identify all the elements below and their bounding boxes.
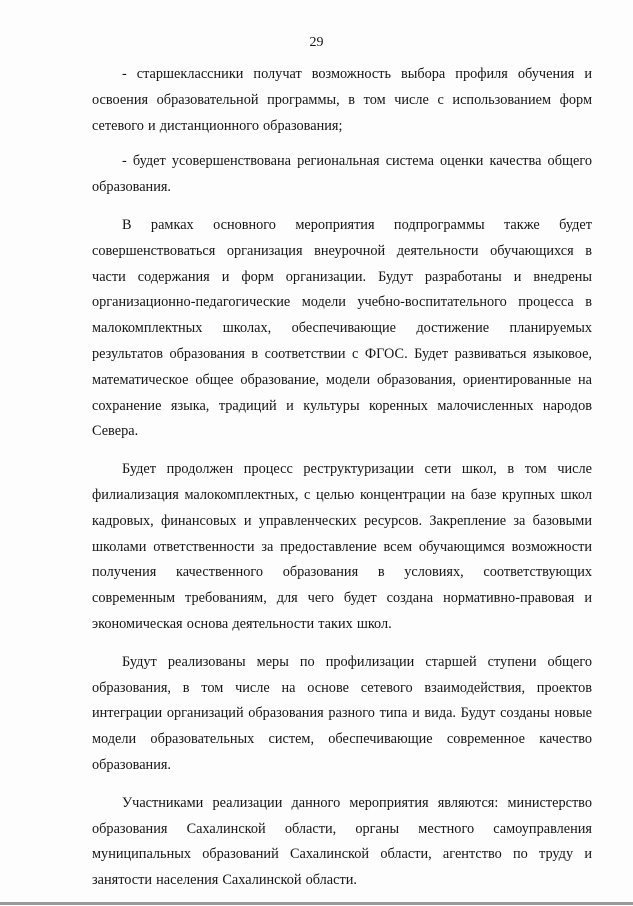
paragraph-profiling: Будут реализованы меры по профилизации старшей ступени общего образования, в том числе на основе сетевого взаимодействия, проектов интеграции организаций образования разного типа и вида. Будут созданы новые модели образовательных систем, обеспечивающие современное качество образования. (92, 653, 592, 773)
page-number: 29 (309, 35, 324, 50)
paragraph-bullet-1: - старшеклассники получат возможность выбора профиля обучения и освоения образовательной программы, в том числе с использованием форм сетевого и дистанционного образования; (92, 66, 592, 134)
paragraph-participants: Участниками реализации данного мероприятия являются: министерство образования Сахалинской области, органы местного самоуправления муниципальных образований Сахалинской области, агентство по труду и занятости населения Сахалинской области. (92, 794, 592, 889)
paragraph-extracurricular: В рамках основного мероприятия подпрограммы также будет совершенствоваться организация внеурочной деятельности обучающихся в части содержания и форм организации. Будут разработаны и внедрены организационно-педагогические модели учебно-воспитательного процесса в малокомплектных школах, обеспечивающие достижение планируемых результатов образования в соответствии с ФГОС. Будет развиваться языковое, математическое общее образование, модели образования, ориентированные на сохранение языка, традиций и культуры коренных малочисленных народов Севера. (92, 216, 592, 440)
paragraph-bullet-2: - будет усовершенствована региональная система оценки качества общего образования. (92, 153, 592, 196)
document-body (92, 62, 592, 906)
paragraph-restructuring: Будет продолжен процесс реструктуризации сети школ, в том числе филиализация малокомплектных, с целью концентрации на базе крупных школ кадровых, финансовых и управленческих ресурсов. Закрепление за базовыми школами ответственности за предоставление всем обучающимся возможности получения качественного образования в условиях, соответствующих современным требованиям, для чего будет создана нормативно-правовая и экономическая основа деятельности таких школ. (92, 461, 592, 632)
